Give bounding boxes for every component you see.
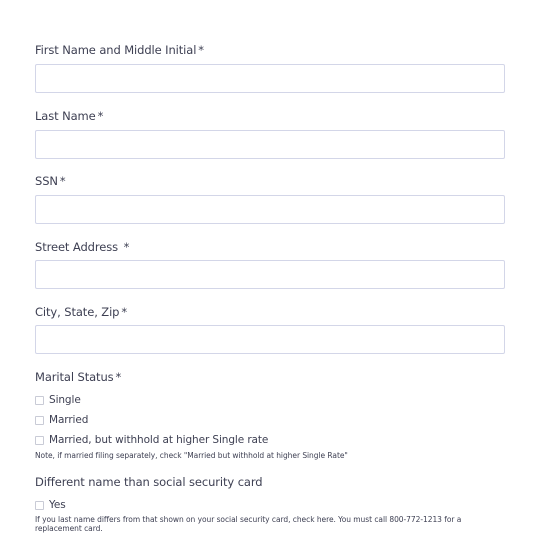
first-name-label (35, 43, 204, 57)
required-asterisk: * (59, 174, 66, 188)
married-checkbox[interactable] (35, 416, 44, 425)
marital-option-married-higher-single[interactable] (35, 433, 268, 447)
ssn-label-text: SSN (35, 174, 58, 188)
first-name-label-text: First Name and Middle Initial (35, 43, 197, 57)
street-address-input[interactable] (35, 260, 505, 289)
different-name-note: If you last name differs from that shown on your social security card, check here. You must call 800-772-1213 for a replacement card. (35, 515, 462, 533)
city-state-zip-input[interactable] (35, 325, 505, 354)
married-option-label: Married (49, 414, 89, 426)
single-checkbox[interactable] (35, 396, 44, 405)
marital-option-married[interactable] (35, 413, 88, 427)
ssn-input[interactable] (35, 195, 505, 224)
first-name-input[interactable] (35, 64, 505, 93)
different-name-label (35, 475, 263, 489)
last-name-input[interactable] (35, 130, 505, 159)
married-higher-single-option-label: Married, but withhold at higher Single rate (49, 434, 269, 446)
required-asterisk: * (97, 109, 104, 123)
required-asterisk: * (123, 240, 130, 254)
marital-option-single[interactable] (35, 393, 81, 407)
married-higher-single-checkbox[interactable] (35, 436, 44, 445)
city-state-zip-label (35, 305, 127, 319)
last-name-label-text: Last Name (35, 109, 96, 123)
city-state-zip-label-text: City, State, Zip (35, 305, 120, 319)
marital-status-label (35, 370, 121, 384)
required-asterisk: * (115, 370, 122, 384)
different-name-option-yes[interactable] (35, 498, 66, 512)
required-asterisk: * (198, 43, 204, 57)
single-option-label: Single (49, 394, 81, 406)
street-address-label (35, 240, 129, 254)
marital-status-note: Note, if married filing separately, check "Married but withhold at higher Single Rate" (35, 451, 348, 460)
different-name-label-text: Different name than social security card (35, 475, 263, 489)
different-name-yes-label: Yes (49, 499, 66, 511)
marital-status-label-text: Marital Status (35, 370, 114, 384)
different-name-yes-checkbox[interactable] (35, 501, 44, 510)
ssn-label (35, 174, 66, 188)
last-name-label (35, 109, 103, 123)
required-asterisk: * (121, 305, 128, 319)
street-address-label-text: Street Address (35, 240, 122, 254)
